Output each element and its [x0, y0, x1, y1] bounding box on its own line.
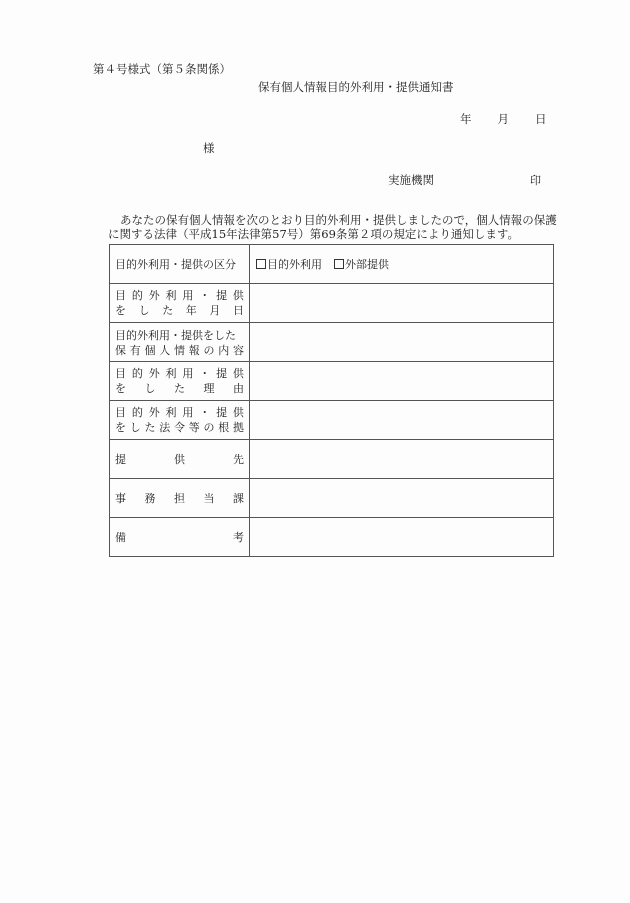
label-char: 提: [216, 367, 228, 380]
row-label-line: [115, 530, 244, 545]
date-day-label: 日: [535, 112, 547, 126]
label-char: 利: [165, 367, 177, 380]
row-label-line: [115, 491, 244, 506]
checkbox-external-provision[interactable]: [334, 258, 389, 271]
label-char: 事: [115, 491, 126, 505]
row-value-field[interactable]: [250, 245, 554, 284]
label-char: 年: [185, 304, 197, 317]
agency-label: 実施機関: [388, 173, 434, 187]
label-char: 担: [174, 491, 185, 505]
label-char: 当: [203, 491, 215, 505]
label-char: し: [144, 382, 156, 395]
date-month-label: 月: [497, 112, 509, 126]
label-char: 用: [182, 367, 194, 380]
label-char: 外: [148, 289, 160, 302]
row-value-field[interactable]: [250, 323, 554, 362]
label-char: し: [138, 304, 150, 317]
row-label: [110, 479, 250, 518]
row-label-line: [115, 288, 244, 303]
label-char: 法: [159, 421, 171, 434]
checkbox-label: 目的外利用: [267, 258, 322, 271]
row-label-line: [115, 405, 244, 420]
label-char: 供: [232, 289, 244, 302]
label-char: 日: [232, 304, 244, 317]
row-label: [110, 323, 250, 362]
label-char: 用: [182, 289, 194, 302]
checkbox-square-icon[interactable]: [334, 259, 344, 269]
label-char: 供: [174, 452, 185, 466]
label-char: の: [203, 421, 215, 434]
label-char: 先: [233, 452, 244, 466]
notice-table: [109, 244, 554, 557]
row-label-text: 目的外利用・提供の区分: [115, 258, 236, 271]
row-value-field[interactable]: [250, 401, 554, 440]
label-char: 有: [129, 343, 141, 357]
label-char: 用: [182, 406, 194, 419]
row-label-line: [115, 303, 244, 318]
label-char: 備: [115, 530, 126, 544]
seal-mark: 印: [530, 174, 541, 187]
intro-line-2: に関する法律（平成15年法律第57号）第69条第２項の規定により通知します。: [108, 227, 519, 241]
label-char: 人: [159, 343, 171, 357]
label-char: 報: [188, 343, 200, 357]
row-value-field[interactable]: [250, 479, 554, 518]
recipient-suffix: 様: [203, 141, 215, 155]
label-char: 供: [232, 406, 244, 419]
label-char: 保: [115, 343, 126, 357]
label-char: 目: [115, 367, 126, 380]
label-char: 利: [165, 406, 177, 419]
label-char: 外: [148, 406, 160, 419]
table-row: [110, 323, 554, 362]
label-char: 的: [131, 406, 143, 419]
label-char: 外: [148, 367, 160, 380]
label-char: 利: [165, 289, 177, 302]
label-char: 根: [218, 421, 230, 434]
label-char: 供: [232, 367, 244, 380]
date-year-label: 年: [460, 112, 472, 126]
label-char: し: [129, 421, 141, 434]
label-char: 理: [203, 382, 215, 395]
row-label-line: [115, 420, 244, 435]
label-char: 提: [216, 289, 228, 302]
label-char: 目: [115, 289, 126, 302]
checkbox-square-icon[interactable]: [256, 259, 266, 269]
row-label-line: [115, 381, 244, 396]
label-char: 考: [233, 530, 244, 544]
label-char: ・: [199, 289, 211, 302]
row-value-field[interactable]: [250, 362, 554, 401]
table-row: [110, 518, 554, 557]
label-char: 容: [233, 343, 244, 357]
checkbox-label: 外部提供: [345, 258, 389, 271]
label-char: ・: [199, 406, 211, 419]
row-label: [110, 245, 250, 284]
label-char: 目: [115, 406, 126, 419]
row-label-line: [115, 452, 244, 467]
label-char: ・: [199, 367, 211, 380]
row-label-line: [115, 327, 244, 343]
row-label-line: [115, 366, 244, 381]
intro-paragraph: [108, 213, 557, 241]
label-char: 情: [174, 343, 185, 357]
label-char: 提: [216, 406, 228, 419]
intro-line-1: あなたの保有個人情報を次のとおり目的外利用・提供しましたので，個人情報の保護: [120, 213, 557, 227]
row-value-field[interactable]: [250, 440, 554, 479]
label-char: た: [174, 382, 185, 395]
table-row: [110, 284, 554, 323]
row-label: [110, 401, 250, 440]
label-char: 拠: [233, 421, 244, 434]
label-char: 目的外利用・提供をした: [115, 328, 236, 342]
row-value-field[interactable]: [250, 518, 554, 557]
table-row: [110, 401, 554, 440]
label-char: 令: [174, 421, 185, 434]
label-char: 等: [188, 421, 200, 434]
label-char: 由: [233, 382, 244, 395]
table-row: [110, 245, 554, 284]
label-char: 個: [144, 343, 156, 357]
row-label: [110, 518, 250, 557]
checkbox-internal-use[interactable]: [256, 258, 322, 271]
row-value-field[interactable]: [250, 284, 554, 323]
label-char: 的: [131, 367, 143, 380]
row-label: [110, 284, 250, 323]
label-char: 務: [144, 491, 156, 505]
row-label: [110, 440, 250, 479]
label-char: 課: [233, 491, 244, 505]
table-row: [110, 440, 554, 479]
table-row: [110, 479, 554, 518]
label-char: た: [162, 304, 174, 317]
label-char: 提: [115, 452, 126, 466]
label-char: 内: [218, 343, 230, 357]
label-char: の: [203, 343, 215, 357]
label-char: を: [115, 382, 126, 395]
document-title: 保有個人情報目的外利用・提供通知書: [258, 80, 454, 94]
label-char: を: [115, 421, 126, 434]
row-label: [110, 362, 250, 401]
label-char: 的: [131, 289, 143, 302]
label-char: た: [144, 421, 156, 434]
date-line: [460, 111, 547, 127]
form-number: 第４号様式（第５条関係）: [93, 62, 231, 76]
row-label-line: [115, 343, 244, 358]
label-char: を: [115, 304, 126, 317]
label-char: 月: [209, 304, 221, 317]
table-row: [110, 362, 554, 401]
